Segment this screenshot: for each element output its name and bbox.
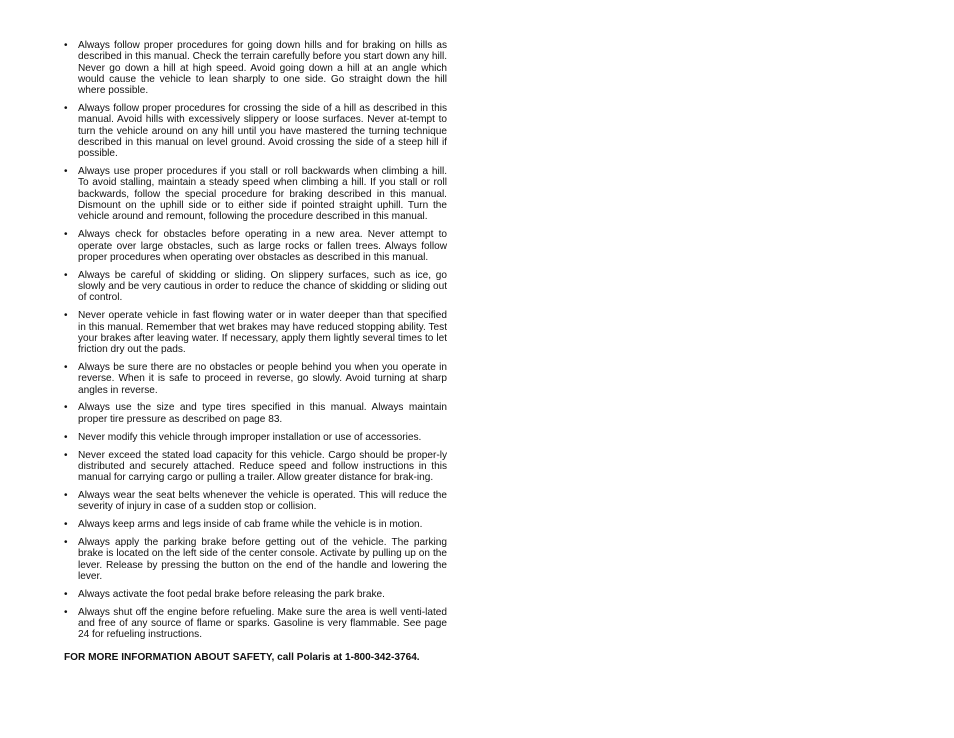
safety-list-item [64,166,447,222]
bullet-icon: • [64,40,68,51]
safety-contact-note: FOR MORE INFORMATION ABOUT SAFETY, call Polaris at 1-800-342-3764. [64,651,420,663]
safety-item-text: Always use proper procedures if you stall or roll backwards when climbing a hill. To avoid stalling, maintain a steady speed when climbing a hill. If you stall or roll backwards, follow the special procedure for braking described in this manual. Dismount on the uphill side or to either side if pointed straight uphill. Turn the vehicle around and remount, following the procedure described in this manual. [78,166,447,223]
safety-item-text: Always check for obstacles before operating in a new area. Never attempt to operate over large obstacles, such as large rocks or fallen trees. Always follow proper procedures when operating over obstacles as described in this manual. [78,229,447,263]
safety-list-item [64,229,447,263]
safety-bullet-list [64,40,447,641]
bullet-icon: • [64,449,68,461]
bullet-icon: • [64,490,68,502]
bullet-icon: • [64,103,68,115]
bullet-icon: • [64,229,68,241]
bullet-icon: • [64,361,68,373]
safety-list-item [64,362,447,396]
bullet-icon: • [64,402,68,414]
safety-list-item [64,402,447,425]
bullet-icon: • [64,431,68,443]
safety-list-item [64,270,447,304]
bullet-icon: • [64,269,68,281]
safety-list-item [64,40,447,96]
safety-item-text: Always use the size and type tires specified in this manual. Always maintain proper tire pressure as described on page 83. [78,402,447,425]
safety-item-text: Always activate the foot pedal brake before releasing the park brake. [78,588,385,600]
safety-list-item [64,310,447,355]
safety-list-item [64,589,447,600]
safety-item-text: Always be careful of skidding or sliding. On slippery surfaces, such as ice, go slowly and be very cautious in order to reduce the chance of skidding or sliding out of control. [78,269,447,304]
bullet-icon: • [64,606,68,618]
safety-item-text: Never exceed the stated load capacity for this vehicle. Cargo should be proper-ly distributed and securely attached. Reduce speed and follow instructions in this manual for carrying cargo or pulling a trailer. Allow greater distance for brak-ing. [78,449,447,484]
safety-item-text: Always keep arms and legs inside of cab frame while the vehicle is in motion. [78,519,423,531]
safety-item-text: Always apply the parking brake before getting out of the vehicle. The parking brake is located on the left side of the center console. Activate by pulling up on the lever. Release by pressing the button on the end of the handle and lowering the lever. [78,537,447,582]
safety-item-text: Always wear the seat belts whenever the vehicle is operated. This will reduce the severity of injury in case of a sudden stop or collision. [78,490,447,513]
bullet-icon: • [64,537,68,549]
safety-text-column [64,40,447,664]
bullet-icon: • [64,166,68,178]
bullet-icon: • [64,588,68,600]
safety-item-text: Never modify this vehicle through improper installation or use of accessories. [78,431,422,443]
safety-item-text: Never operate vehicle in fast flowing water or in water deeper than that specified in this manual. Remember that wet brakes may have reduced stopping ability. Test your brakes after leaving water. If necessary, apply them lightly several times to let friction dry out the pads. [78,310,447,356]
safety-item-text: Always shut off the engine before refueling. Make sure the area is well venti-lated and free of any source of flame or sparks. Gasoline is very flammable. See page 24 for refueling instructions. [78,606,447,641]
safety-list-item [64,519,447,530]
safety-list-item [64,537,447,582]
bullet-icon: • [64,519,68,531]
safety-list-item [64,103,447,159]
safety-list-item [64,432,447,443]
safety-list-item [64,490,447,513]
safety-item-text: Always follow proper procedures for crossing the side of a hill as described in this manual. Avoid hills with excessively slippery or loose surfaces. Never at-tempt to turn the vehicle around on any hill until you have mastered the turning technique described in this manual on level ground. Avoid crossing the side of a steep hill if possible. [78,103,447,160]
safety-list-item [64,450,447,484]
safety-item-text: Always be sure there are no obstacles or people behind you when you operate in reverse. When it is safe to proceed in reverse, go slowly. Avoid turning at sharp angles in reverse. [78,361,447,396]
safety-list-item [64,607,447,641]
bullet-icon: • [64,310,68,322]
safety-item-text: Always follow proper procedures for going down hills and for braking on hills as described in this manual. Check the terrain carefully before you start down any hill. Never go down a hill at high speed. Avoid going down a hill at an angle which would cause the vehicle to lean sharply to one side. Go straight down the hill where possible. [78,40,447,97]
